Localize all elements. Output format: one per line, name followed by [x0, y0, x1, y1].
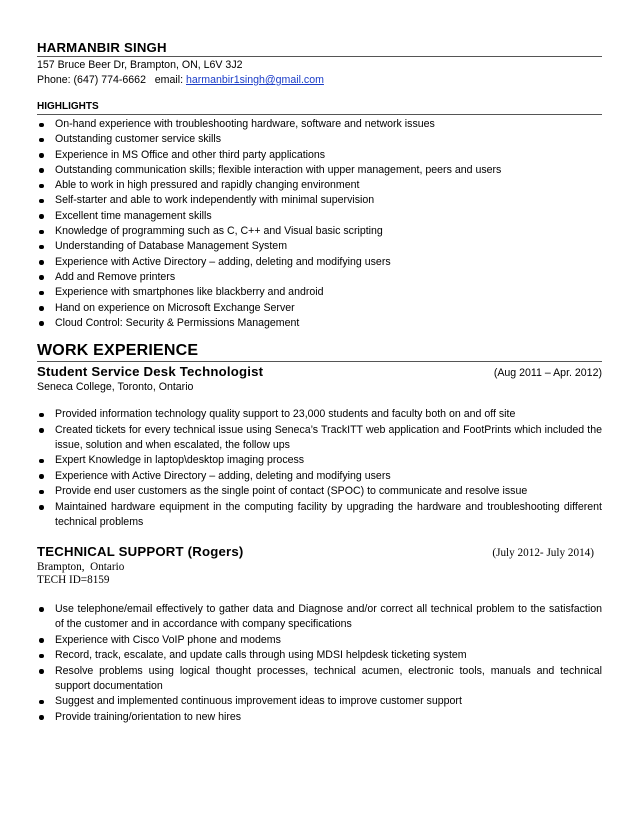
- job2-title: TECHNICAL SUPPORT (Rogers): [37, 544, 244, 560]
- list-item: Add and Remove printers: [37, 270, 602, 285]
- list-item: Maintained hardware equipment in the computing facility by upgrading the hardware and troubleshooting different technical problems: [37, 500, 602, 531]
- list-item: Experience with Cisco VoIP phone and modems: [37, 633, 602, 648]
- list-item: Use telephone/email effectively to gather data and Diagnose and/or correct all technical problem to the satisfaction of the customer and in accordance with company specifications: [37, 602, 602, 633]
- list-item: Knowledge of programming such as C, C++ and Visual basic scripting: [37, 224, 602, 239]
- job1-list: [37, 407, 602, 530]
- list-item: Outstanding communication skills; flexible interaction with upper management, peers and users: [37, 163, 602, 178]
- list-item: Created tickets for every technical issue using Seneca’s TrackITT web application and FootPrints which included the issue, solution and when escalated, the follow ups: [37, 423, 602, 454]
- work-divider: [37, 361, 602, 362]
- job2-location: Brampton, Ontario: [37, 560, 125, 573]
- list-item: Provide training/orientation to new hires: [37, 710, 602, 725]
- list-item: Able to work in high pressured and rapidly changing environment: [37, 178, 602, 193]
- list-item: On-hand experience with troubleshooting hardware, software and network issues: [37, 117, 602, 132]
- list-item: Expert Knowledge in laptop\desktop imaging process: [37, 453, 602, 468]
- list-item: Resolve problems using logical thought processes, technical acumen, electronic tools, manuals and technical support documentation: [37, 664, 602, 695]
- address-line: 157 Bruce Beer Dr, Brampton, ON, L6V 3J2: [37, 59, 243, 71]
- candidate-name: HARMANBIR SINGH: [37, 40, 167, 55]
- list-item: Experience in MS Office and other third party applications: [37, 148, 602, 163]
- list-item: Hand on experience on Microsoft Exchange Server: [37, 301, 602, 316]
- highlights-divider: [37, 114, 602, 115]
- job1-dates: (Aug 2011 – Apr. 2012): [493, 367, 602, 380]
- work-experience-heading: WORK EXPERIENCE: [37, 342, 199, 360]
- job2-list: [37, 602, 602, 725]
- list-item: Suggest and implemented continuous improvement ideas to improve customer support: [37, 694, 602, 709]
- list-item: Self-starter and able to work independently with minimal supervision: [37, 193, 602, 208]
- job1-title: Student Service Desk Technologist: [37, 364, 264, 380]
- list-item: Experience with Active Directory – adding, deleting and modifying users: [37, 469, 602, 484]
- list-item: Experience with smartphones like blackberry and android: [37, 285, 602, 300]
- list-item: Outstanding customer service skills: [37, 132, 602, 147]
- list-item: Experience with Active Directory – adding, deleting and modifying users: [37, 255, 602, 270]
- job1-location: Seneca College, Toronto, Ontario: [37, 381, 194, 394]
- contact-line: [37, 73, 602, 88]
- list-item: Cloud Control: Security & Permissions Management: [37, 316, 602, 331]
- job1-header: [37, 364, 602, 380]
- phone-text: Phone: (647) 774-6662 email:: [37, 74, 186, 86]
- list-item: Understanding of Database Management System: [37, 239, 602, 254]
- highlights-heading: HIGHLIGHTS: [37, 101, 99, 112]
- email-link[interactable]: harmanbir1singh@gmail.com: [186, 74, 324, 86]
- list-item: Provided information technology quality support to 23,000 students and faculty both on and off site: [37, 407, 602, 422]
- job2-tech-id: TECH ID=8159: [37, 574, 110, 587]
- list-item: Provide end user customers as the single point of contact (SPOC) to communicate and resolve issue: [37, 484, 602, 499]
- list-item: Excellent time management skills: [37, 209, 602, 224]
- job2-dates: (July 2012- July 2014): [492, 547, 594, 560]
- highlights-list: [37, 117, 602, 331]
- job2-header: [37, 544, 602, 561]
- list-item: Record, track, escalate, and update calls through using MDSI helpdesk ticketing system: [37, 648, 602, 663]
- resume-content: [37, 40, 602, 725]
